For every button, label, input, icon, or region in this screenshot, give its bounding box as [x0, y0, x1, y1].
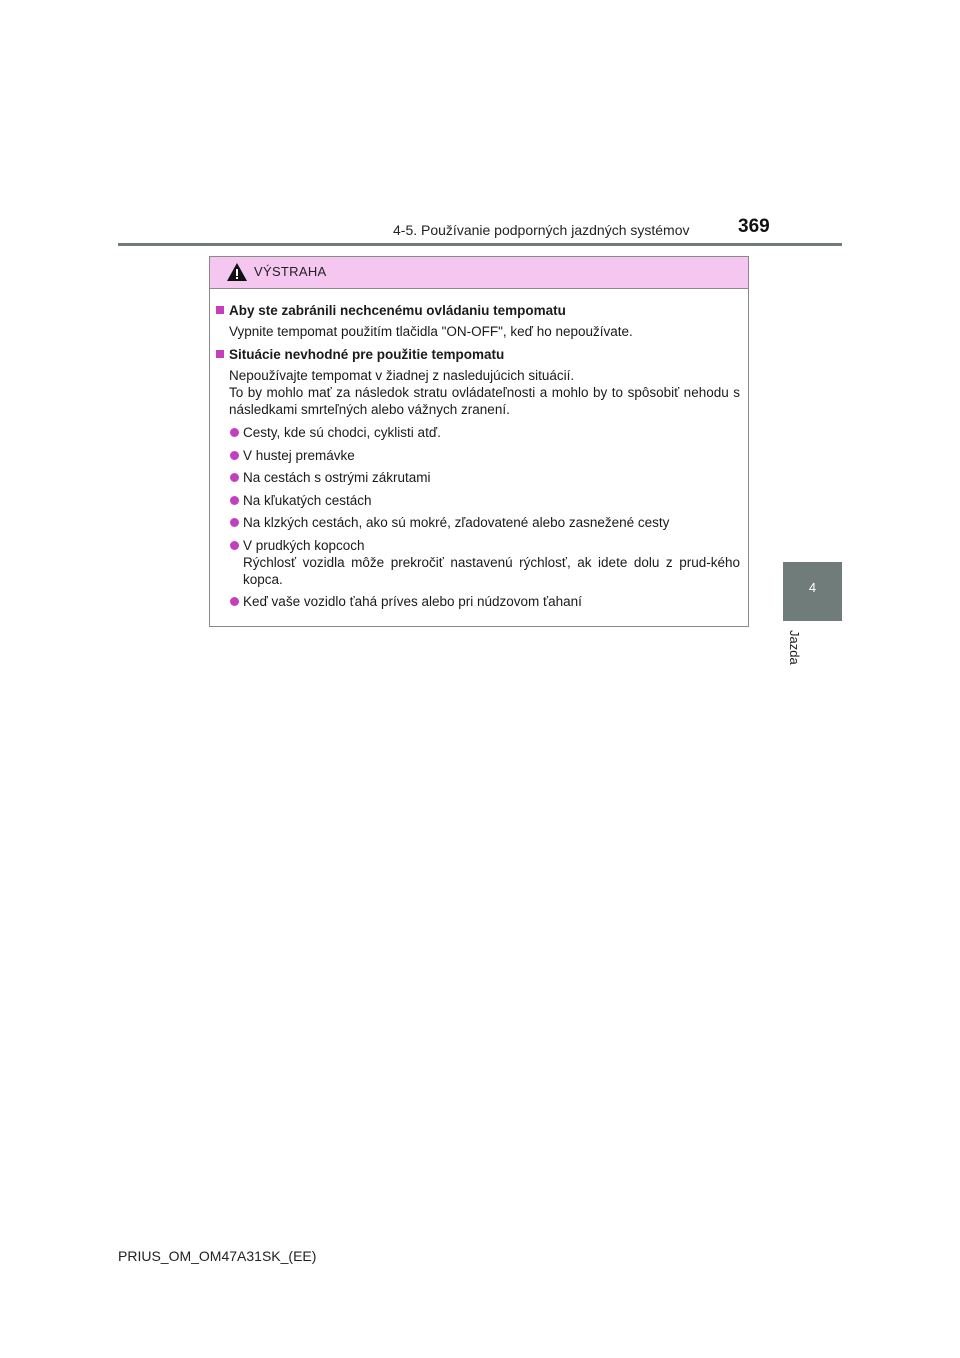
bullet-list	[216, 424, 740, 610]
bullet-dot-icon	[230, 597, 239, 606]
square-bullet-icon	[216, 306, 224, 314]
chapter-number: 4	[808, 580, 817, 595]
warning-box	[209, 256, 749, 627]
section-heading: Aby ste zabránili nechcenému ovládaniu tempomatu	[216, 302, 740, 319]
list-item: Na cestách s ostrými zákrutami	[216, 469, 740, 486]
list-item: Na kľukatých cestách	[216, 492, 740, 509]
list-item: V hustej premávke	[216, 447, 740, 464]
list-item: Keď vaše vozidlo ťahá príves alebo pri núdzovom ťahaní	[216, 593, 740, 610]
header-divider	[118, 243, 842, 246]
bullet-dot-icon	[230, 428, 239, 437]
warning-header	[210, 257, 748, 289]
warning-title: VÝSTRAHA	[254, 264, 327, 279]
document-code: PRIUS_OM_OM47A31SK_(EE)	[118, 1248, 317, 1264]
chapter-tab	[783, 562, 842, 621]
page-number: 369	[738, 216, 770, 237]
bullet-dot-icon	[230, 496, 239, 505]
section-text: Vypnite tempomat použitím tlačidla "ON-OFF", keď ho nepoužívate.	[229, 324, 633, 339]
chapter-label: Jazda	[787, 630, 802, 665]
section-title: 4-5. Používanie podporných jazdných systémov	[393, 222, 690, 238]
warning-triangle-icon	[226, 262, 248, 287]
warning-body	[210, 289, 748, 610]
list-item: Cesty, kde sú chodci, cyklisti atď.	[216, 424, 740, 441]
bullet-dot-icon	[230, 473, 239, 482]
bullet-dot-icon	[230, 541, 239, 550]
square-bullet-icon	[216, 350, 224, 358]
bullet-dot-icon	[230, 451, 239, 460]
section-heading: Situácie nevhodné pre použitie tempomatu	[216, 346, 740, 363]
list-item: V prudkých kopcoch Rýchlosť vozidla môže prekročiť nastavenú rýchlosť, ak idete dolu z prud-kého kopca.	[216, 537, 740, 588]
list-item: Na klzkých cestách, ako sú mokré, zľadovatené alebo zasnežené cesty	[216, 514, 740, 531]
section-text: Nepoužívajte tempomat v žiadnej z nasledujúcich situácií. To by mohlo mať za následok stratu ovládateľnosti a mohlo by to spôsobiť nehodu s následkami smrteľných alebo vážnych zranení.	[229, 368, 740, 417]
bullet-dot-icon	[230, 518, 239, 527]
